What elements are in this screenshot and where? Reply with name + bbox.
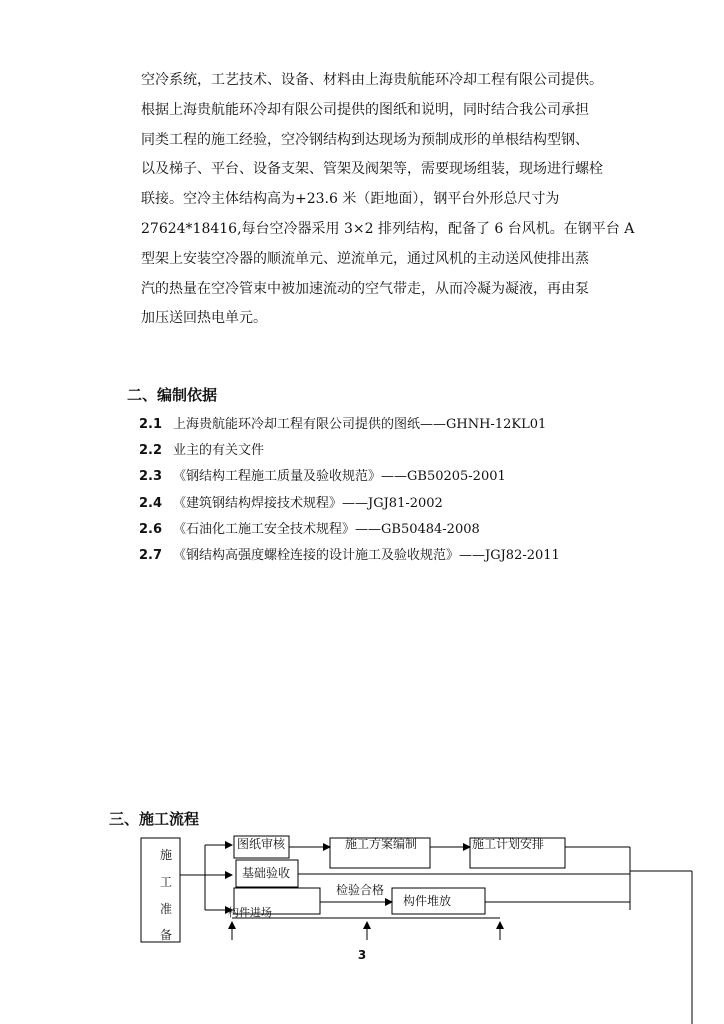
qualified-label: 检验合格 — [336, 883, 385, 897]
component-label: 构件进场 — [228, 906, 272, 919]
paragraph-line: 汽的热量在空冷管束中被加速流动的空气带走，从而冷凝为凝液，再由泵 — [141, 280, 589, 297]
stack-label: 构件堆放 — [403, 894, 452, 908]
reference-text: 《钢结构工程施工质量及验收规范》——GB50205-2001 — [173, 469, 506, 485]
prep-label-char: 施 — [159, 848, 172, 862]
reference-text: 《建筑钢结构焊接技术规程》——JGJ81-2002 — [173, 495, 443, 511]
reference-number: 2.6 — [139, 521, 163, 537]
paragraph-line: 同类工程的施工经验，空冷钢结构到达现场为预制成形的单根结构型钢、 — [141, 131, 589, 148]
paragraph-line: 型架上安装空冷器的顺流单元、逆流单元，通过风机的主动送风使排出蒸 — [141, 250, 589, 267]
schedule-label: 施工计划安排 — [472, 837, 545, 851]
prep-label-char: 工 — [159, 875, 172, 889]
reference-number: 2.2 — [139, 443, 163, 459]
paragraph-line: 联接。空冷主体结构高为+23.6 米（距地面），钢平台外形总尺寸为 — [141, 191, 560, 208]
page-number: 3 — [357, 948, 367, 962]
reference-number: 2.7 — [139, 547, 163, 563]
paragraph-line: 以及梯子、平台、设备支架、管架及阀架等，需要现场组装，现场进行螺栓 — [141, 161, 603, 178]
drawing-review-label: 图纸审核 — [237, 837, 286, 851]
paragraph-line: 27624*18416,每台空冷器采用 3×2 排列结构，配备了 6 台风机。在钢平台 A — [141, 220, 635, 237]
reference-text: 上海贵航能环冷却工程有限公司提供的图纸——GHNH-12KL01 — [173, 417, 547, 432]
section-2-heading: 二、编制依据 — [127, 386, 218, 404]
reference-text: 业主的有关文件 — [173, 443, 265, 459]
reference-text: 《钢结构高强度螺栓连接的设计施工及验收规范》——JGJ82-2011 — [173, 547, 560, 563]
plan-label: 施工方案编制 — [345, 837, 418, 851]
paragraph-line: 空冷系统，工艺技术、设备、材料由上海贵航能环冷却工程有限公司提供。 — [141, 72, 603, 88]
reference-number: 2.1 — [139, 417, 163, 432]
prep-label-char: 备 — [159, 928, 172, 942]
paragraph-line: 根据上海贵航能环冷却有限公司提供的图纸和说明，同时结合我公司承担 — [141, 101, 589, 118]
foundation-label: 基础验收 — [242, 866, 291, 880]
prep-label-char: 准 — [159, 902, 172, 916]
section-3-heading: 三、施工流程 — [109, 810, 200, 828]
paragraph-line: 加压送回热电单元。 — [141, 310, 267, 327]
reference-number: 2.4 — [139, 495, 163, 511]
reference-text: 《石油化工施工安全技术规程》——GB50484-2008 — [173, 521, 480, 537]
reference-number: 2.3 — [139, 469, 163, 485]
